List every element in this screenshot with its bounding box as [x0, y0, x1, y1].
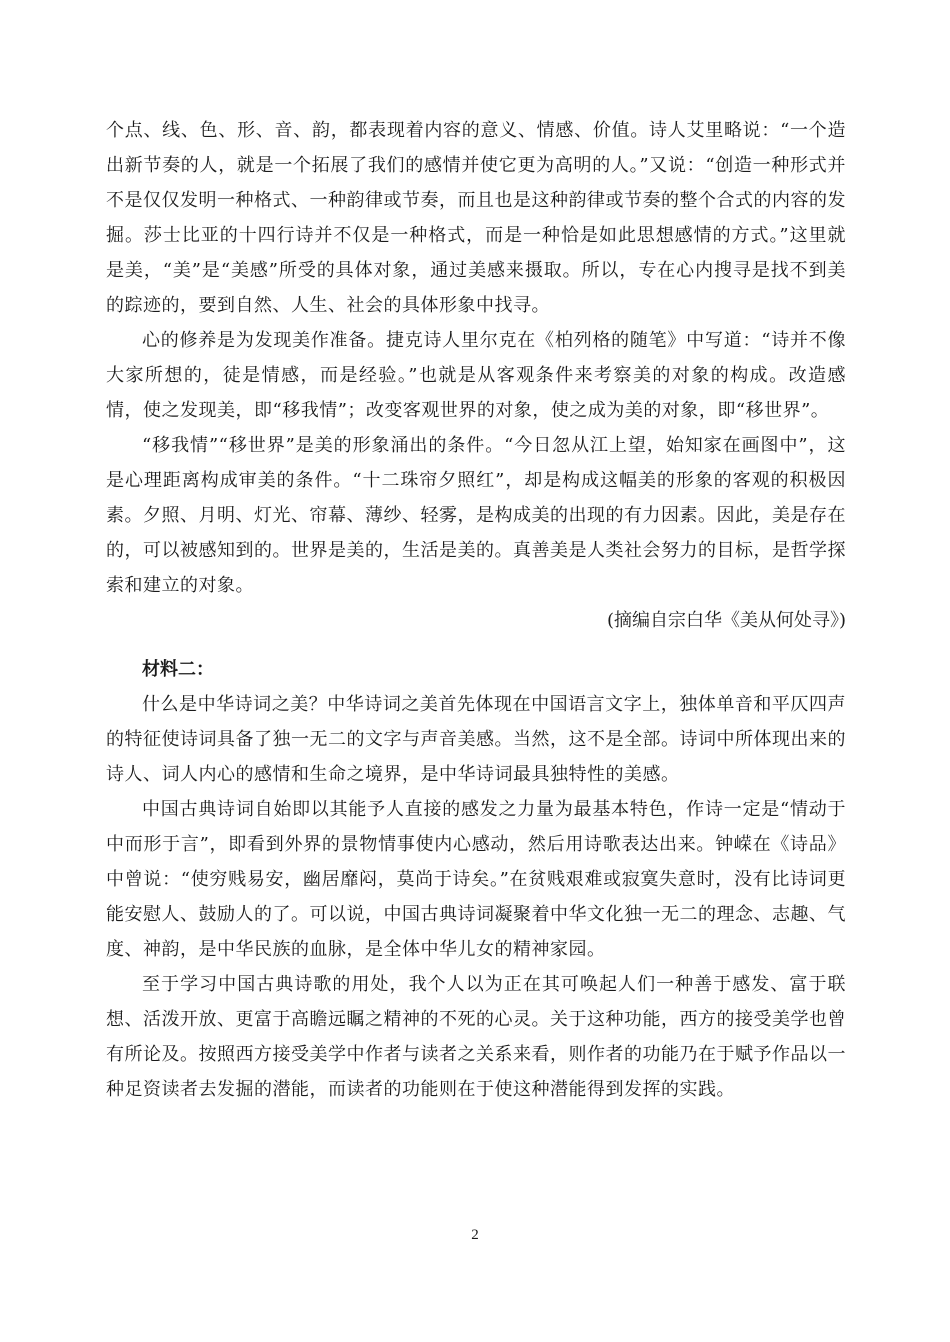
paragraph: 至于学习中国古典诗歌的用处，我个人以为正在其可唤起人们一种善于感发、富于联想、活泼开放、更富于高瞻远瞩之精神的不死的心灵。关于这种功能，西方的接受美学也曾有所论及。按照西方接受美学中作者与读者之关系来看，则作者的功能乃在于赋予作品以一种足资读者去发掘的潜能，而读者的功能则在于使这种潜能得到发挥的实践。 — [106, 974, 846, 1100]
paragraph: 什么是中华诗词之美？中华诗词之美首先体现在中国语言文字上，独体单音和平仄四声的特征使诗词具备了独一无二的文字与声音美感。当然，这不是全部。诗词中所体现出来的诗人、词人内心的感情和生命之境界，是中华诗词最具独特性的美感。 — [106, 694, 846, 785]
paragraph: 中国古典诗词自始即以其能予人直接的感发之力量为最基本特色，作诗一定是“情动于中而形于言”，即看到外界的景物情事使内心感动，然后用诗歌表达出来。钟嵘在《诗品》中曾说：“使穷贱易安，幽居靡闷，莫尚于诗矣。”在贫贱艰难或寂寞失意时，没有比诗词更能安慰人、鼓励人的了。可以说，中国古典诗词凝聚着中华文化独一无二的理念、志趣、气度、神韵，是中华民族的血脉，是全体中华儿女的精神家园。 — [106, 799, 846, 960]
section-heading: 材料二： — [142, 659, 214, 680]
document-body — [106, 113, 846, 1107]
source-citation: (摘编自宗白华《美从何处寻》) — [606, 610, 846, 631]
paragraph-continued: 个点、线、色、形、音、韵，都表现着内容的意义、情感、价值。诗人艾里略说：“一个造出新节奏的人，就是一个拓展了我们的感情并使它更为高明的人。”又说：“创造一种形式并不是仅仅发明一种格式、一种韵律或节奏，而且也是这种韵律或节奏的整个合式的内容的发掘。莎士比亚的十四行诗并不仅是一种格式，而是一种恰是如此思想感情的方式。”这里就是美，“美”是“美感”所受的具体对象，通过美感来摄取。所以，专在心内搜寻是找不到美的踪迹的，要到自然、人生、社会的具体形象中找寻。 — [106, 120, 846, 316]
paragraph: 心的修养是为发现美作准备。捷克诗人里尔克在《柏列格的随笔》中写道：“诗并不像大家所想的，徒是情感，而是经验。”也就是从客观条件来考察美的对象的构成。改造感情，使之发现美，即“移我情”；改变客观世界的对象，使之成为美的对象，即“移世界”。 — [106, 330, 846, 421]
page-number: 2 — [471, 1227, 479, 1243]
paragraph: “移我情”“移世界”是美的形象涌出的条件。“今日忽从江上望，始知家在画图中”，这是心理距离构成审美的条件。“十二珠帘夕照红”，却是构成这幅美的形象的客观的积极因素。夕照、月明、灯光、帘幕、薄纱、轻雾，是构成美的出现的有力因素。因此，美是存在的，可以被感知到的。世界是美的，生活是美的。真善美是人类社会努力的目标，是哲学探索和建立的对象。 — [106, 435, 846, 596]
